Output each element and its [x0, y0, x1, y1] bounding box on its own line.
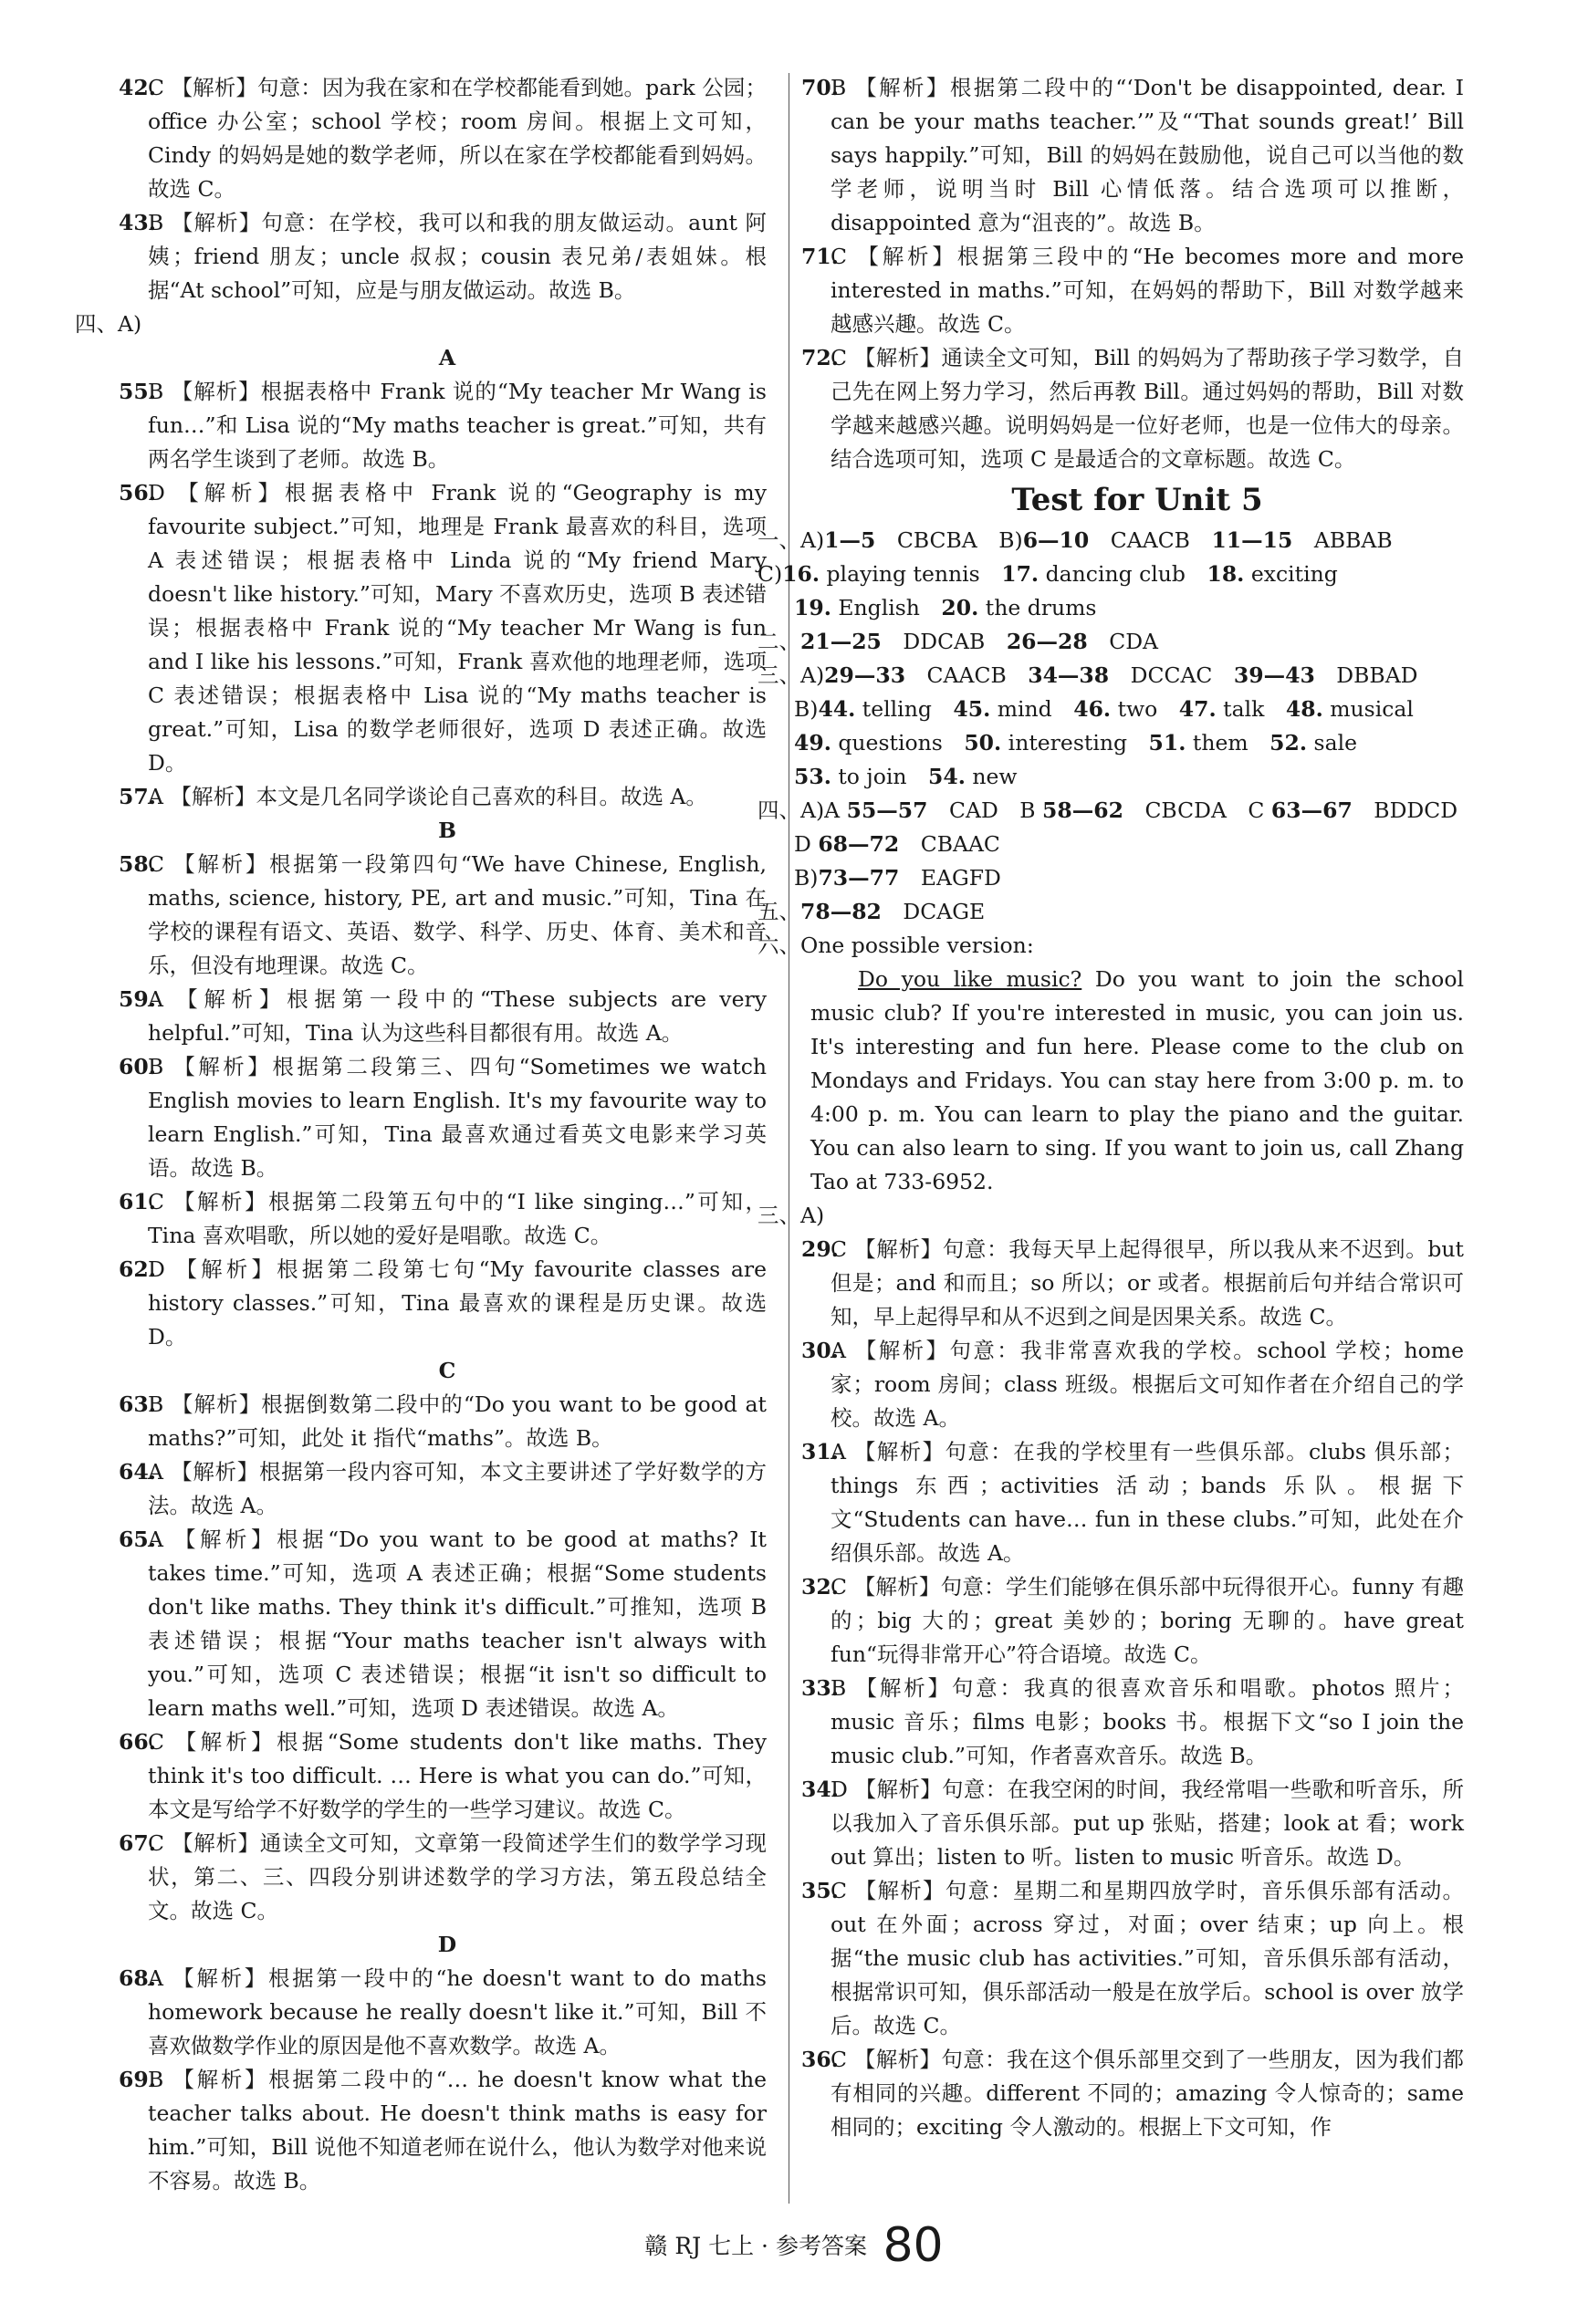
answer-text: A 【解析】句意：我非常喜欢我的学校。school 学校；home 家；room 房间；class 班级。根据后文可知作者在介绍自己的学校。故选 A。	[831, 1338, 1464, 1431]
question-number: 71.	[801, 244, 839, 269]
question-number: 33.	[801, 1675, 839, 1701]
answer-text: B 【解析】根据第二段第三、四句“Sometimes we watch English movies to learn English. It's my favourite way to learn English.”可知，Tina 最喜欢通过看英文电影来学习英语。故选 B。	[148, 1054, 767, 1181]
section-label: 三、A)	[757, 1203, 825, 1228]
question-number: 58.	[119, 851, 156, 877]
left-column	[75, 71, 767, 2198]
question-number: 31.	[801, 1439, 839, 1464]
passage-label: D	[437, 1932, 457, 1957]
answer-item	[119, 71, 767, 206]
answer-item	[119, 375, 767, 476]
question-number: 35.	[801, 1878, 839, 1903]
answer-item	[801, 1773, 1464, 1874]
question-number: 67.	[119, 1830, 156, 1856]
answer-text: D 【解析】根据表格中 Frank 说的“Geography is my favourite subject.”可知，地理是 Frank 最喜欢的科目，选项 A 表述错误；根据表格中 Linda 说的“My friend Mary doesn't like history.”可知，Mary 不喜欢历史，选项 B 表述错误；根据表格中 Frank 说的“My teacher Mr Wang is fun and I like his lessons.”可知，Frank 喜欢他的地理老师，选项 C 表述错误；根据表格中 Lisa 说的“My maths teacher is great.”可知，Lisa 的数学老师很好，选项 D 表述正确。故选 D。	[148, 480, 767, 776]
answer-text: A 【解析】句意：在我的学校里有一些俱乐部。clubs 俱乐部；things 东西；activities 活动；bands 乐队。根据下文“Students can have… fun in these clubs.”可知，此处在介绍俱乐部。故选 A。	[831, 1439, 1464, 1566]
answer-item	[119, 983, 767, 1050]
question-number: 56.	[119, 480, 156, 505]
answer-item	[801, 1233, 1464, 1334]
answer-item	[801, 1672, 1464, 1773]
section-label: 四、A)	[75, 311, 142, 337]
answer-item	[119, 1962, 767, 2063]
answer-item	[801, 1874, 1464, 2043]
model-essay	[810, 963, 1464, 1199]
answer-text: C 【解析】句意：学生们能够在俱乐部中玩得很开心。funny 有趣的；big 大的；great 美妙的；boring 无聊的。have great fun“玩得非常开心”符合语境。故选 C。	[831, 1574, 1464, 1667]
question-number: 63.	[119, 1391, 156, 1417]
question-number: 62.	[119, 1256, 156, 1282]
answer-item	[119, 476, 767, 780]
answer-item	[119, 848, 767, 983]
answer-text: A 【解析】根据第一段中的“These subjects are very helpful.”可知，Tina 认为这些科目都很有用。故选 A。	[148, 986, 767, 1046]
answer-text: C 【解析】句意：因为我在家和在学校都能看到她。park 公园；office 办公室；school 学校；room 房间。根据上文可知，Cindy 的妈妈是她的数学老师，所以在家在学校都能看到妈妈。故选 C。	[148, 75, 767, 202]
answer-item	[119, 780, 767, 814]
question-number: 57.	[119, 784, 156, 809]
answer-text: C 【解析】通读全文可知，文章第一段简述学生们的数学学习现状，第二、三、四段分别讲述数学的学习方法，第五段总结全文。故选 C。	[148, 1830, 767, 1923]
answer-key-line: 五、78—82 DCAGE	[757, 899, 986, 924]
answer-key-line: B)44. telling 45. mind 46. two 47. talk 48. musical	[794, 696, 1414, 722]
answer-text: C 【解析】句意：我每天早上起得很早，所以我从来不迟到。but 但是；and 和而且；so 所以；or 或者。根据前后句并结合常识可知，早上起得早和从不迟到之间是因果关系。故选 C。	[831, 1236, 1464, 1329]
answer-text: B 【解析】句意：在学校，我可以和我的朋友做运动。aunt 阿姨；friend 朋友；uncle 叔叔；cousin 表兄弟/表姐妹。根据“At school”可知，应是与朋友做运动。故选 B。	[148, 210, 767, 303]
unit-title: Test for Unit 5	[1011, 482, 1263, 518]
question-number: 66.	[119, 1729, 156, 1755]
question-number: 55.	[119, 379, 156, 404]
answer-key-line: 二、21—25 DDCAB 26—28 CDA	[757, 629, 1159, 654]
answer-item	[801, 1570, 1464, 1672]
question-number: 65.	[119, 1527, 156, 1552]
question-number: 34.	[801, 1777, 839, 1802]
answer-text: B 【解析】句意：我真的很喜欢音乐和唱歌。photos 照片；music 音乐；films 电影；books 书。根据下文“so I join the music club.”可知，作者喜欢音乐。故选 B。	[831, 1675, 1464, 1768]
answer-item	[119, 1455, 767, 1523]
question-number: 42.	[119, 75, 156, 100]
essay-title: Do you like music?	[858, 966, 1082, 992]
question-number: 68.	[119, 1965, 156, 1991]
answer-key-line: 六、One possible version:	[757, 933, 1034, 958]
answer-item	[119, 1523, 767, 1725]
answer-text: C 【解析】根据“Some students don't like maths. They think it's too difficult. … Here is what you can do.”可知，本文是写给学不好数学的学生的一些学习建议。故选 C。	[148, 1729, 767, 1822]
answer-key-line: 三、A)29—33 CAACB 34—38 DCCAC 39—43 DBBAD	[757, 662, 1418, 688]
answer-item	[801, 341, 1464, 476]
question-number: 30.	[801, 1338, 839, 1363]
answer-text: D 【解析】根据第二段第七句“My favourite classes are history classes.”可知，Tina 最喜欢的课程是历史课。故选 D。	[148, 1256, 767, 1350]
answer-item	[119, 206, 767, 307]
passage-label: B	[438, 818, 456, 843]
answer-text: B 【解析】根据倒数第二段中的“Do you want to be good at maths?”可知，此处 it 指代“maths”。故选 B。	[148, 1391, 767, 1451]
answer-key-line: C)16. playing tennis 17. dancing club 18. exciting	[757, 561, 1338, 587]
page-number: 80	[883, 2218, 944, 2273]
answer-item	[119, 1827, 767, 1928]
answer-item	[801, 1334, 1464, 1435]
question-number: 32.	[801, 1574, 839, 1600]
question-number: 61.	[119, 1189, 156, 1214]
answer-key-line: 49. questions 50. interesting 51. them 52. sale	[794, 730, 1358, 756]
right-column	[757, 71, 1464, 2144]
question-number: 60.	[119, 1054, 156, 1079]
answer-item	[801, 1435, 1464, 1570]
answer-text: A 【解析】本文是几名同学谈论自己喜欢的科目。故选 A。	[148, 784, 707, 809]
question-number: 59.	[119, 986, 156, 1012]
answer-key-line: 53. to join 54. new	[794, 764, 1018, 789]
passage-label: A	[438, 345, 456, 370]
answer-text: C 【解析】根据第二段第五句中的“I like singing…”可知，Tina 喜欢唱歌，所以她的爱好是唱歌。故选 C。	[148, 1189, 767, 1248]
passage-label: C	[438, 1358, 456, 1383]
answer-text: C 【解析】句意：我在这个俱乐部里交到了一些朋友，因为我们都有相同的兴趣。different 不同的；amazing 令人惊奇的；same 相同的；exciting 令人激动的。根据上下文可知，作	[831, 2047, 1464, 2140]
essay-body: Do you want to join the school music club? If you're interested in music, you can join us. It's interesting and fun here. Please come to the club on Mondays and Fridays. You can stay here from 3:00 p. m. to 4:00 p. m. You can learn to play the piano and the guitar. You can also learn to sing. If you want to join us, call Zhang Tao at 733-6952.	[810, 966, 1464, 1194]
answer-key-line: B)73—77 EAGFD	[794, 865, 1001, 891]
question-number: 29.	[801, 1236, 839, 1262]
answer-key-line: 四、A)A 55—57 CAD B 58—62 CBCDA C 63—67 BDDCD	[757, 797, 1458, 823]
answer-text: A 【解析】根据“Do you want to be good at maths? It takes time.”可知，选项 A 表述正确；根据“Some students don't like maths. They think it's difficult.”可推知，选项 B 表述错误；根据“Your maths teacher isn't always with you.”可知，选项 C 表述错误；根据“it isn't so difficult to learn maths well.”可知，选项 D 表述错误。故选 A。	[148, 1527, 767, 1721]
answer-text: B 【解析】根据第二段中的“‘Don't be disappointed, dear. I can be your maths teacher.’”及“‘That sounds great!’ Bill says happily.”可知，Bill 的妈妈在鼓励他，说自己可以当他的数学老师，说明当时 Bill 心情低落。结合选项可以推断，disappointed 意为“沮丧的”。故选 B。	[831, 75, 1464, 235]
answer-key-line: D 68—72 CBAAC	[794, 831, 1000, 857]
answer-item	[801, 2043, 1464, 2144]
answer-item	[119, 1185, 767, 1253]
answer-text: B 【解析】根据表格中 Frank 说的“My teacher Mr Wang is fun…”和 Lisa 说的“My maths teacher is great.”可知，共有两名学生谈到了老师。故选 B。	[148, 379, 767, 472]
question-number: 36.	[801, 2047, 839, 2072]
footer-label: 赣 RJ 七上 · 参考答案	[644, 2233, 867, 2259]
answer-text: B 【解析】根据第二段中的“… he doesn't know what the teacher talks about. He doesn't think maths is easy for him.”可知，Bill 说他不知道老师在说什么，他认为数学对他来说不容易。故选 B。	[148, 2067, 767, 2194]
answer-text: C 【解析】根据第一段第四句“We have Chinese, English, maths, science, history, PE, art and music.”可知，Tina 在学校的课程有语文、英语、数学、科学、历史、体育、美术和音乐，但没有地理课。故选 C。	[148, 851, 767, 978]
answer-key-line: 19. English 20. the drums	[794, 595, 1097, 620]
answer-item	[119, 1050, 767, 1185]
question-number: 70.	[801, 75, 839, 100]
answer-item	[119, 2063, 767, 2198]
question-number: 69.	[119, 2067, 156, 2092]
answer-item	[801, 71, 1464, 240]
question-number: 64.	[119, 1459, 156, 1485]
answer-item	[801, 240, 1464, 341]
answer-item	[119, 1253, 767, 1354]
question-number: 43.	[119, 210, 156, 235]
answer-text: C 【解析】句意：星期二和星期四放学时，音乐俱乐部有活动。out 在外面；across 穿过，对面；over 结束；up 向上。根据“the music club has activities.”可知，音乐俱乐部有活动，根据常识可知，俱乐部活动一般是在放学后。school is over 放学后。故选 C。	[831, 1878, 1464, 2038]
page-footer	[0, 2218, 1588, 2273]
answer-item	[119, 1725, 767, 1827]
answer-item	[119, 1388, 767, 1455]
question-number: 72.	[801, 345, 839, 370]
answer-text: A 【解析】根据第一段中的“he doesn't want to do maths homework because he really doesn't like it.”可知，Bill 不喜欢做数学作业的原因是他不喜欢数学。故选 A。	[148, 1965, 767, 2058]
answer-text: C 【解析】根据第三段中的“He becomes more and more interested in maths.”可知，在妈妈的帮助下，Bill 对数学越来越感兴趣。故选 C。	[831, 244, 1464, 337]
answer-text: A 【解析】根据第一段内容可知，本文主要讲述了学好数学的方法。故选 A。	[148, 1459, 767, 1518]
answer-text: C 【解析】通读全文可知，Bill 的妈妈为了帮助孩子学习数学，自己先在网上努力学习，然后再教 Bill。通过妈妈的帮助，Bill 对数学越来越感兴趣。说明妈妈是一位好老师，也是一位伟大的母亲。结合选项可知，选项 C 是最适合的文章标题。故选 C。	[831, 345, 1464, 472]
answer-text: D 【解析】句意：在我空闲的时间，我经常唱一些歌和听音乐，所以我加入了音乐俱乐部。put up 张贴，搭建；look at 看；work out 算出；listen to 听。listen to music 听音乐。故选 D。	[831, 1777, 1464, 1870]
answer-key-line: 一、A)1—5 CBCBA B)6—10 CAACB 11—15 ABBAB	[757, 527, 1393, 553]
